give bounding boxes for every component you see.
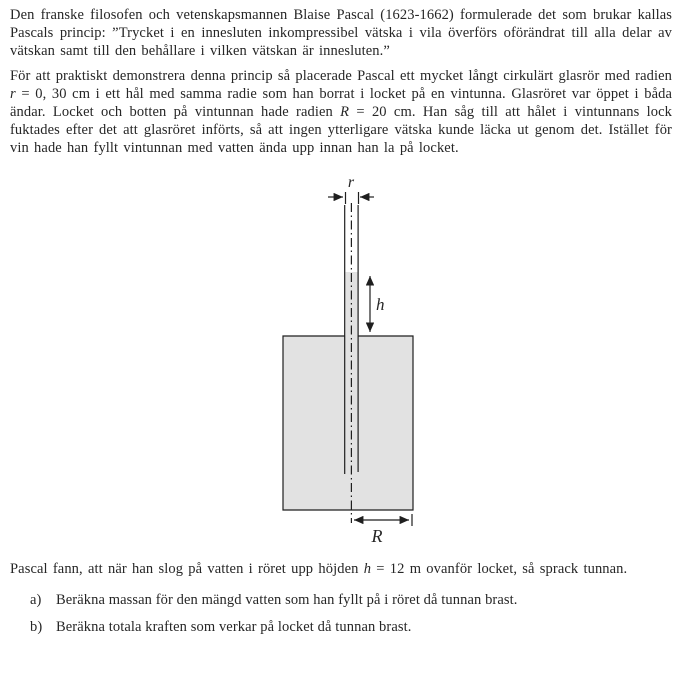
task-a-text: Beräkna massan för den mängd vatten som han fyllt på i röret då tunnan brast. bbox=[56, 592, 518, 608]
setup-text-2: = 0, 30 cm i ett hål med samma radie som han borrat i locket på en vintunna. Glasröret var öppet i båda ändar. Locket och botten på vintunnan hade radien bbox=[10, 86, 672, 120]
intro-text: Den franske filosofen och vetenskapsmannen Blaise Pascal (1623-1662) formulerade det som brukar kallas Pascals princip: ”Trycket i en innesluten inkompressibel vätska i vila överförs oförändrat till alla delar av vätskan samt till den behållare i vilken vätskan är innesluten.” bbox=[10, 7, 672, 59]
setup-text-3: = 20 cm. Han såg till att hålet i vintunnans lock fuktades efter det att glasröret införts, så att ingen ytterligare vätska kunde läcka ut genom det. Istället för vin hade han fyllt vintunnan med vatten ända upp innan han la på locket. bbox=[10, 104, 672, 156]
barrel-radius-label: R bbox=[371, 526, 383, 546]
task-item-b bbox=[30, 618, 672, 636]
task-b-marker: b) bbox=[30, 619, 43, 635]
intro-paragraph bbox=[10, 6, 672, 60]
result-text-2: = 12 m ovanför locket, så sprack tunnan. bbox=[371, 561, 628, 577]
result-text-1: Pascal fann, att när han slog på vatten i röret upp höjden bbox=[10, 561, 364, 577]
barrel-and-tube-diagram bbox=[10, 169, 683, 547]
water-height-label: h bbox=[376, 295, 385, 314]
tube-radius-label: r bbox=[347, 174, 355, 191]
task-b-text: Beräkna totala kraften som verkar på locket då tunnan brast. bbox=[56, 619, 412, 635]
task-a-marker: a) bbox=[30, 592, 42, 608]
math-var-h: h bbox=[363, 561, 372, 577]
result-paragraph bbox=[10, 560, 672, 578]
task-list bbox=[30, 591, 672, 636]
figure-container bbox=[10, 169, 672, 547]
math-var-r: r bbox=[10, 86, 16, 102]
task-item-a bbox=[30, 591, 672, 609]
setup-paragraph bbox=[10, 67, 672, 157]
math-var-R: R bbox=[340, 104, 350, 120]
barrel-body bbox=[283, 336, 413, 510]
setup-text-1: För att praktiskt demonstrera denna princip så placerade Pascal ett mycket långt cirkulärt glasrör med radien bbox=[10, 68, 672, 84]
